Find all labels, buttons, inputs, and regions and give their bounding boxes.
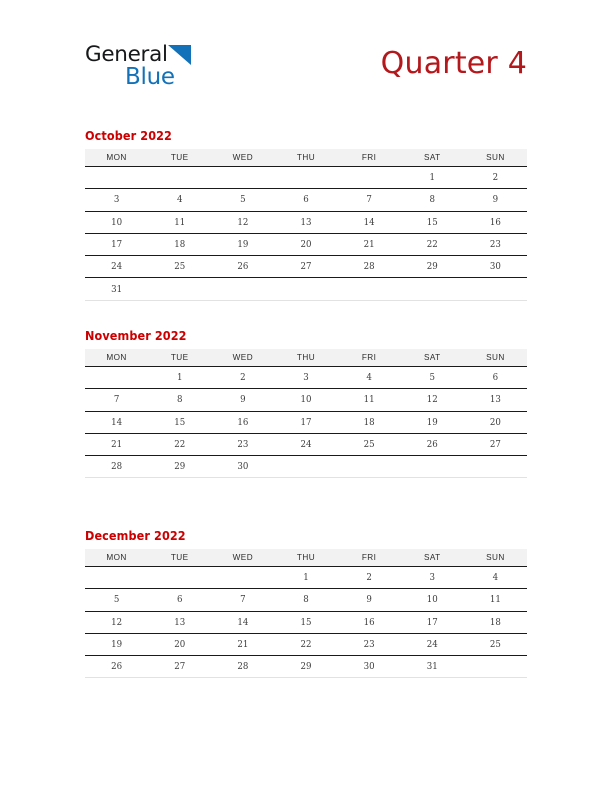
calendar-day-cell[interactable]: 28: [338, 256, 401, 278]
calendar-day-cell[interactable]: 20: [148, 633, 211, 655]
calendar-day-cell[interactable]: 11: [148, 211, 211, 233]
calendar-day-cell[interactable]: 12: [85, 611, 148, 633]
calendar-week-row: [85, 389, 527, 411]
calendar-day-cell[interactable]: 3: [85, 189, 148, 211]
calendar-day-cell[interactable]: 2: [338, 567, 401, 589]
calendar-day-cell[interactable]: 23: [338, 633, 401, 655]
calendar-day-cell[interactable]: 7: [85, 389, 148, 411]
calendar-day-cell[interactable]: 18: [148, 233, 211, 255]
calendar-day-cell[interactable]: 19: [401, 411, 464, 433]
calendar-day-cell[interactable]: 10: [401, 589, 464, 611]
weekday-header-mon: MON: [85, 549, 148, 567]
weekday-header-sun: SUN: [464, 349, 527, 367]
calendar-body: [85, 167, 527, 301]
calendar-day-cell[interactable]: 29: [148, 456, 211, 478]
calendar-day-cell[interactable]: 30: [338, 656, 401, 678]
weekday-header-row: [85, 549, 527, 567]
calendar-day-cell[interactable]: 25: [464, 633, 527, 655]
calendar-day-cell[interactable]: 30: [464, 256, 527, 278]
calendar-day-cell[interactable]: 19: [85, 633, 148, 655]
calendar-day-cell[interactable]: 7: [338, 189, 401, 211]
calendar-day-cell[interactable]: 22: [401, 233, 464, 255]
calendar-day-cell[interactable]: 29: [274, 656, 337, 678]
logo-text-general: General: [85, 42, 168, 67]
weekday-header-sat: SAT: [401, 349, 464, 367]
weekday-header-fri: FRI: [338, 349, 401, 367]
calendar-day-cell[interactable]: 18: [464, 611, 527, 633]
weekday-header-fri: FRI: [338, 149, 401, 167]
weekday-header-row: [85, 149, 527, 167]
calendar-day-cell[interactable]: 30: [211, 456, 274, 478]
calendar-day-cell[interactable]: 1: [401, 167, 464, 189]
weekday-header-thu: THU: [274, 149, 337, 167]
calendar-day-cell-empty: [401, 456, 464, 478]
calendar-day-cell[interactable]: 6: [464, 367, 527, 389]
calendar-week-row: [85, 211, 527, 233]
calendar-day-cell[interactable]: 13: [148, 611, 211, 633]
weekday-header-tue: TUE: [148, 549, 211, 567]
calendar-day-cell[interactable]: 6: [148, 589, 211, 611]
calendar-day-cell-empty: [211, 278, 274, 300]
weekday-header-sun: SUN: [464, 549, 527, 567]
calendar-week-row: [85, 189, 527, 211]
calendar-day-cell[interactable]: 16: [211, 411, 274, 433]
calendar-week-row: [85, 367, 527, 389]
calendar-day-cell[interactable]: 29: [401, 256, 464, 278]
weekday-header-sat: SAT: [401, 549, 464, 567]
calendar-day-cell[interactable]: 4: [464, 567, 527, 589]
weekday-header-row: [85, 349, 527, 367]
calendar-day-cell[interactable]: 16: [338, 611, 401, 633]
weekday-header-thu: THU: [274, 349, 337, 367]
weekday-header-tue: TUE: [148, 349, 211, 367]
weekday-header-wed: WED: [211, 349, 274, 367]
calendar-day-cell[interactable]: 12: [401, 389, 464, 411]
calendar-day-cell[interactable]: 24: [401, 633, 464, 655]
page-title: Quarter 4: [380, 46, 527, 81]
general-blue-logo: [85, 40, 315, 96]
calendar-week-row: [85, 456, 527, 478]
calendar-day-cell[interactable]: 15: [274, 611, 337, 633]
logo-triangle-icon: [168, 45, 191, 65]
calendar-table-october: [85, 149, 527, 301]
calendar-day-cell[interactable]: 9: [211, 389, 274, 411]
calendar-day-cell-empty: [401, 278, 464, 300]
calendar-day-cell-empty: [274, 167, 337, 189]
calendar-day-cell[interactable]: 18: [338, 411, 401, 433]
calendar-day-cell[interactable]: 5: [401, 367, 464, 389]
calendar-week-row: [85, 278, 527, 300]
month-title: November 2022: [85, 328, 187, 343]
calendar-day-cell-empty: [338, 278, 401, 300]
calendar-day-cell[interactable]: 24: [85, 256, 148, 278]
calendar-week-row: [85, 411, 527, 433]
calendar-day-cell-empty: [274, 278, 337, 300]
calendar-day-cell[interactable]: 10: [274, 389, 337, 411]
weekday-header-sun: SUN: [464, 149, 527, 167]
calendar-week-row: [85, 233, 527, 255]
calendar-day-cell[interactable]: 4: [338, 367, 401, 389]
calendar-day-cell[interactable]: 2: [211, 367, 274, 389]
weekday-header-thu: THU: [274, 549, 337, 567]
calendar-day-cell[interactable]: 3: [401, 567, 464, 589]
calendar-day-cell-empty: [148, 567, 211, 589]
calendar-day-cell[interactable]: 2: [464, 167, 527, 189]
calendar-day-cell-empty: [338, 167, 401, 189]
calendar-week-row: [85, 633, 527, 655]
calendar-day-cell[interactable]: 16: [464, 211, 527, 233]
calendar-week-row: [85, 567, 527, 589]
calendar-day-cell[interactable]: 14: [85, 411, 148, 433]
calendar-day-cell[interactable]: 11: [464, 589, 527, 611]
calendar-day-cell[interactable]: 23: [464, 233, 527, 255]
calendar-day-cell[interactable]: 14: [338, 211, 401, 233]
calendar-day-cell[interactable]: 22: [274, 633, 337, 655]
calendar-day-cell[interactable]: 20: [464, 411, 527, 433]
calendar-day-cell[interactable]: 9: [464, 189, 527, 211]
calendar-day-cell[interactable]: 25: [148, 256, 211, 278]
calendar-day-cell[interactable]: 14: [211, 611, 274, 633]
weekday-header-mon: MON: [85, 149, 148, 167]
calendar-day-cell[interactable]: 26: [211, 256, 274, 278]
calendar-day-cell[interactable]: 22: [148, 433, 211, 455]
calendar-day-cell[interactable]: 8: [274, 589, 337, 611]
calendar-day-cell[interactable]: 5: [211, 189, 274, 211]
calendar-day-cell[interactable]: 17: [85, 233, 148, 255]
calendar-day-cell[interactable]: 15: [401, 211, 464, 233]
calendar-day-cell[interactable]: 6: [274, 189, 337, 211]
calendar-table-november: [85, 349, 527, 478]
logo-text-blue: Blue: [125, 64, 175, 90]
calendar-body: [85, 367, 527, 478]
calendar-day-cell[interactable]: 25: [338, 433, 401, 455]
calendar-week-row: [85, 433, 527, 455]
calendar-day-cell[interactable]: 1: [274, 567, 337, 589]
calendar-day-cell[interactable]: 13: [274, 211, 337, 233]
calendar-day-cell[interactable]: 26: [85, 656, 148, 678]
calendar-day-cell-empty: [148, 167, 211, 189]
calendar-day-cell[interactable]: 13: [464, 389, 527, 411]
calendar-day-cell[interactable]: 11: [338, 389, 401, 411]
calendar-day-cell-empty: [464, 656, 527, 678]
calendar-day-cell[interactable]: 23: [211, 433, 274, 455]
calendar-week-row: [85, 167, 527, 189]
calendar-day-cell[interactable]: 31: [401, 656, 464, 678]
month-title: October 2022: [85, 128, 172, 143]
calendar-day-cell[interactable]: 27: [148, 656, 211, 678]
weekday-header-sat: SAT: [401, 149, 464, 167]
calendar-day-cell[interactable]: 28: [211, 656, 274, 678]
weekday-header-mon: MON: [85, 349, 148, 367]
calendar-day-cell[interactable]: 17: [401, 611, 464, 633]
calendar-week-row: [85, 256, 527, 278]
calendar-day-cell[interactable]: 27: [274, 256, 337, 278]
calendar-day-cell[interactable]: 7: [211, 589, 274, 611]
calendar-day-cell[interactable]: 10: [85, 211, 148, 233]
calendar-day-cell[interactable]: 28: [85, 456, 148, 478]
calendar-day-cell[interactable]: 21: [85, 433, 148, 455]
calendar-day-cell[interactable]: 31: [85, 278, 148, 300]
calendar-day-cell[interactable]: 21: [338, 233, 401, 255]
calendar-day-cell-empty: [274, 456, 337, 478]
calendar-day-cell[interactable]: 1: [148, 367, 211, 389]
calendar-day-cell[interactable]: 15: [148, 411, 211, 433]
calendar-day-cell[interactable]: 24: [274, 433, 337, 455]
calendar-day-cell[interactable]: 3: [274, 367, 337, 389]
calendar-day-cell-empty: [464, 456, 527, 478]
calendar-day-cell-empty: [85, 567, 148, 589]
calendar-table-december: [85, 549, 527, 678]
calendar-day-cell[interactable]: 8: [401, 189, 464, 211]
calendar-week-row: [85, 656, 527, 678]
calendar-day-cell[interactable]: 27: [464, 433, 527, 455]
calendar-day-cell[interactable]: 12: [211, 211, 274, 233]
calendar-day-cell-empty: [211, 567, 274, 589]
calendar-day-cell[interactable]: 21: [211, 633, 274, 655]
month-section-november: [85, 328, 527, 478]
weekday-header-wed: WED: [211, 149, 274, 167]
month-section-october: [85, 128, 527, 301]
page-header: [85, 40, 527, 98]
calendar-day-cell[interactable]: 8: [148, 389, 211, 411]
month-title: December 2022: [85, 528, 186, 543]
calendar-day-cell-empty: [338, 456, 401, 478]
calendar-day-cell[interactable]: 26: [401, 433, 464, 455]
calendar-day-cell[interactable]: 9: [338, 589, 401, 611]
month-section-december: [85, 528, 527, 678]
calendar-day-cell-empty: [148, 278, 211, 300]
weekday-header-wed: WED: [211, 549, 274, 567]
calendar-day-cell-empty: [85, 367, 148, 389]
calendar-day-cell[interactable]: 5: [85, 589, 148, 611]
weekday-header-tue: TUE: [148, 149, 211, 167]
calendar-day-cell-empty: [211, 167, 274, 189]
calendar-day-cell[interactable]: 4: [148, 189, 211, 211]
weekday-header-fri: FRI: [338, 549, 401, 567]
calendar-week-row: [85, 611, 527, 633]
calendar-day-cell[interactable]: 20: [274, 233, 337, 255]
calendar-body: [85, 567, 527, 678]
calendar-day-cell-empty: [85, 167, 148, 189]
calendar-day-cell[interactable]: 19: [211, 233, 274, 255]
calendar-day-cell[interactable]: 17: [274, 411, 337, 433]
calendar-week-row: [85, 589, 527, 611]
calendar-day-cell-empty: [464, 278, 527, 300]
